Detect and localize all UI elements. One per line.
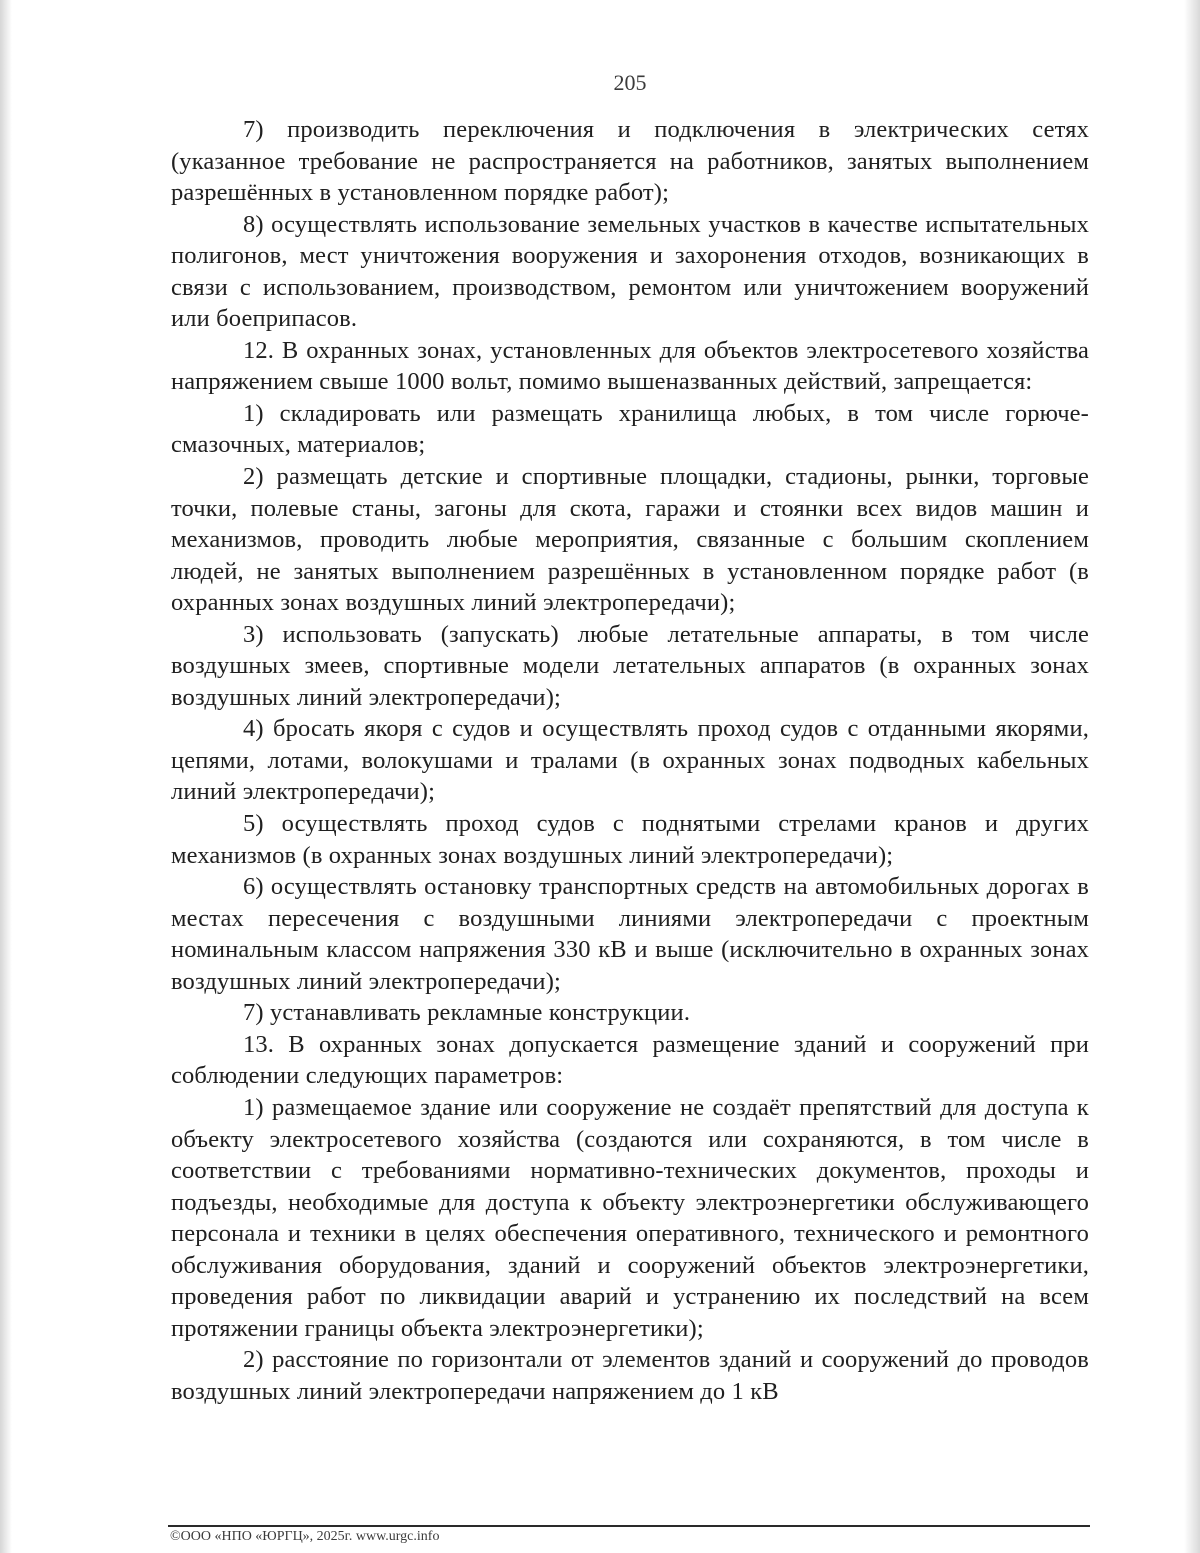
- paragraph-item-8: 8) осуществлять использование земельных участков в качестве испытательных полигонов, мест уничтожения вооружения и захоронения отходов, возникающих в связи с использованием, производством, ремонтом или уничтожением вооружений или боеприпасов.: [171, 210, 1089, 333]
- footer-divider: [168, 1525, 1090, 1527]
- paragraph-item-7: 7) производить переключения и подключения в электрических сетях (указанное требование не распространяется на работников, занятых выполнением разрешённых в установленном порядке работ);: [171, 116, 1089, 207]
- paragraph-item-6: 6) осуществлять остановку транспортных средств на автомобильных дорогах в местах пересечения с воздушными линиями электропередачи с проектным номинальным классом напряжения 330 кВ и выше (исключительно в охранных зонах воздушных линий электропередачи);: [171, 873, 1089, 995]
- paragraph-item-2: 2) размещать детские и спортивные площадки, стадионы, рынки, торговые точки, полевые станы, загоны для скота, гаражи и стоянки всех видов машин и механизмов, проводить любые мероприятия, связанные с большим скоплением людей, не занятых выполнением разрешённых в установленном порядке работ (в охранных зонах воздушных линий электропередачи);: [171, 463, 1089, 617]
- document-body: [171, 114, 1089, 1407]
- paragraph-item-3: 3) использовать (запускать) любые летательные аппараты, в том числе воздушных змеев, спортивные модели летательных аппаратов (в охранных зонах воздушных линий электропередачи);: [171, 620, 1089, 711]
- paragraph-item-5: 5) осуществлять проход судов с поднятыми стрелами кранов и других механизмов (в охранных зонах воздушных линий электропередачи);: [171, 810, 1089, 869]
- paragraph-clause-12: 12. В охранных зонах, установленных для объектов электросетевого хозяйства напряжением свыше 1000 вольт, помимо вышеназванных действий, запрещается:: [171, 336, 1089, 396]
- scan-edge-left: [0, 0, 12, 1553]
- paragraph-item-1b: 1) размещаемое здание или сооружение не создаёт препятствий для доступа к объекту электросетевого хозяйства (создаются или сохраняются, в том числе в соответствии с требованиями нормативно-технических документов, проходы и подъезды, необходимые для доступа к объекту электроэнергетики обслуживающего персонала и техники в целях обеспечения оперативного, технического и ремонтного обслуживания оборудования, зданий и сооружений объектов электроэнергетики, проведения работ по ликвидации аварий и устранению их последствий на всем протяжении границы объекта электроэнергетики);: [171, 1093, 1089, 1342]
- paragraph-item-4: 4) бросать якоря с судов и осуществлять проход судов с отданными якорями, цепями, лотами, волокушами и тралами (в охранных зонах подводных кабельных линий электропередачи);: [171, 715, 1089, 806]
- paragraph-item-1: 1) складировать или размещать хранилища любых, в том числе горюче-смазочных, материалов;: [171, 399, 1089, 459]
- paragraph-clause-13: 13. В охранных зонах допускается размещение зданий и сооружений при соблюдении следующих параметров:: [171, 1030, 1089, 1090]
- footer-copyright: ©ООО «НПО «ЮРГЦ», 2025г. www.urgc.info: [170, 1529, 440, 1544]
- paragraph-item-7b: 7) устанавливать рекламные конструкции.: [243, 999, 691, 1027]
- page-number: 205: [613, 70, 647, 95]
- paragraph-item-2b: 2) расстояние по горизонтали от элементов зданий и сооружений до проводов воздушных линий электропередачи напряжением до 1 кВ: [171, 1346, 1089, 1405]
- scan-edge-right: [1184, 0, 1200, 1553]
